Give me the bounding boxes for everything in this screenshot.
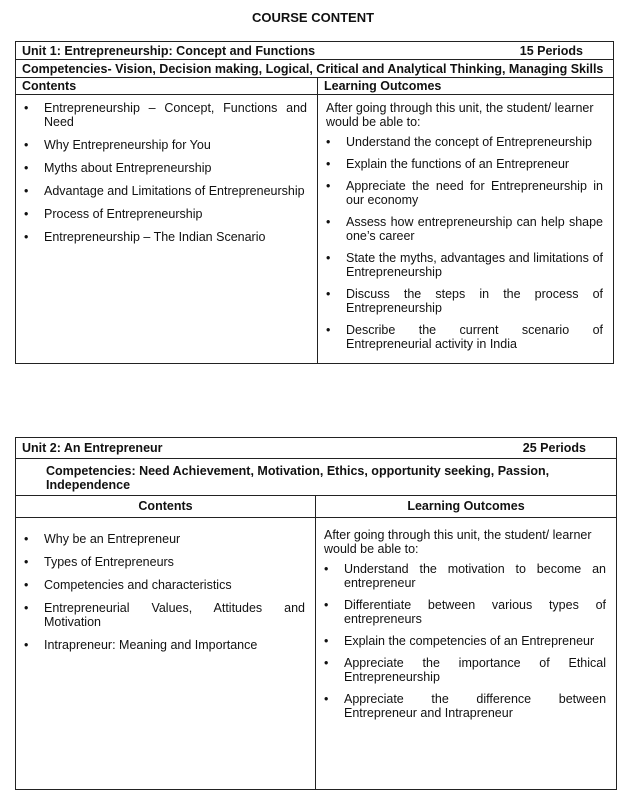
outcomes-header: Learning Outcomes [324,79,442,93]
list-item: • Why be an Entrepreneur [24,532,305,546]
outcomes-cell [316,518,617,790]
list-item: • Discuss the steps in the process of Entrepreneurship [326,287,603,315]
outcomes-header: Learning Outcomes [407,499,525,513]
unit-1-header-row [16,42,614,60]
list-item: • Appreciate the need for Entrepreneurship in our economy [326,179,603,207]
contents-list [16,95,317,257]
list-item: • Entrepreneurship – Concept, Functions and Need [24,101,307,129]
unit-periods: 25 Periods [522,441,587,455]
unit-title: Unit 2: An Entrepreneur [22,441,163,455]
list-item: • Understand the concept of Entrepreneurship [326,135,603,149]
contents-header: Contents [22,79,77,93]
list-item: • Advantage and Limitations of Entrepreneurship [24,184,307,198]
list-item: • Differentiate between various types of entrepreneurs [324,598,606,626]
contents-cell [16,95,318,364]
list-item: • Appreciate the importance of Ethical Entrepreneurship [324,656,606,684]
outcomes-intro: After going through this unit, the student/ learner would be able to: [326,101,594,129]
unit-2-header-row [16,438,617,459]
unit-periods: 15 Periods [519,44,583,58]
list-item: • Entrepreneurship – The Indian Scenario [24,230,307,244]
outcomes-list [316,558,616,732]
contents-header: Contents [138,499,193,513]
contents-list [16,518,315,665]
list-item: • Competencies and characteristics [24,578,305,592]
list-item: • Assess how entrepreneurship can help shape one’s career [326,215,603,243]
list-item: • Process of Entrepreneurship [24,207,307,221]
outcomes-cell [318,95,614,364]
list-item: • Explain the competencies of an Entrepreneur [324,634,606,648]
contents-cell [16,518,316,790]
unit-2-table [15,437,617,790]
list-item: • Myths about Entrepreneurship [24,161,307,175]
list-item: • Describe the current scenario of Entrepreneurial activity in India [326,323,603,351]
list-item: • Types of Entrepreneurs [24,555,305,569]
list-item: • Why Entrepreneurship for You [24,138,307,152]
list-item: • Understand the motivation to become an entrepreneur [324,562,606,590]
unit-competencies: Competencies- Vision, Decision making, Logical, Critical and Analytical Thinking, Managing Skills [22,62,604,76]
page-title: COURSE CONTENT [251,10,375,25]
list-item: • Appreciate the difference between Entrepreneur and Intrapreneur [324,692,606,720]
list-item: • Explain the functions of an Entrepreneur [326,157,603,171]
list-item: • Intrapreneur: Meaning and Importance [24,638,305,652]
outcomes-list [318,131,613,363]
list-item: • State the myths, advantages and limitations of Entrepreneurship [326,251,603,279]
unit-1-table [15,41,614,364]
unit-title: Unit 1: Entrepreneurship: Concept and Functions [22,44,316,58]
outcomes-intro: After going through this unit, the student/ learner would be able to: [324,528,592,556]
list-item: • Entrepreneurial Values, Attitudes and Motivation [24,601,305,629]
unit-competencies: Competencies: Need Achievement, Motivation, Ethics, opportunity seeking, Passion, Independence [46,464,550,492]
